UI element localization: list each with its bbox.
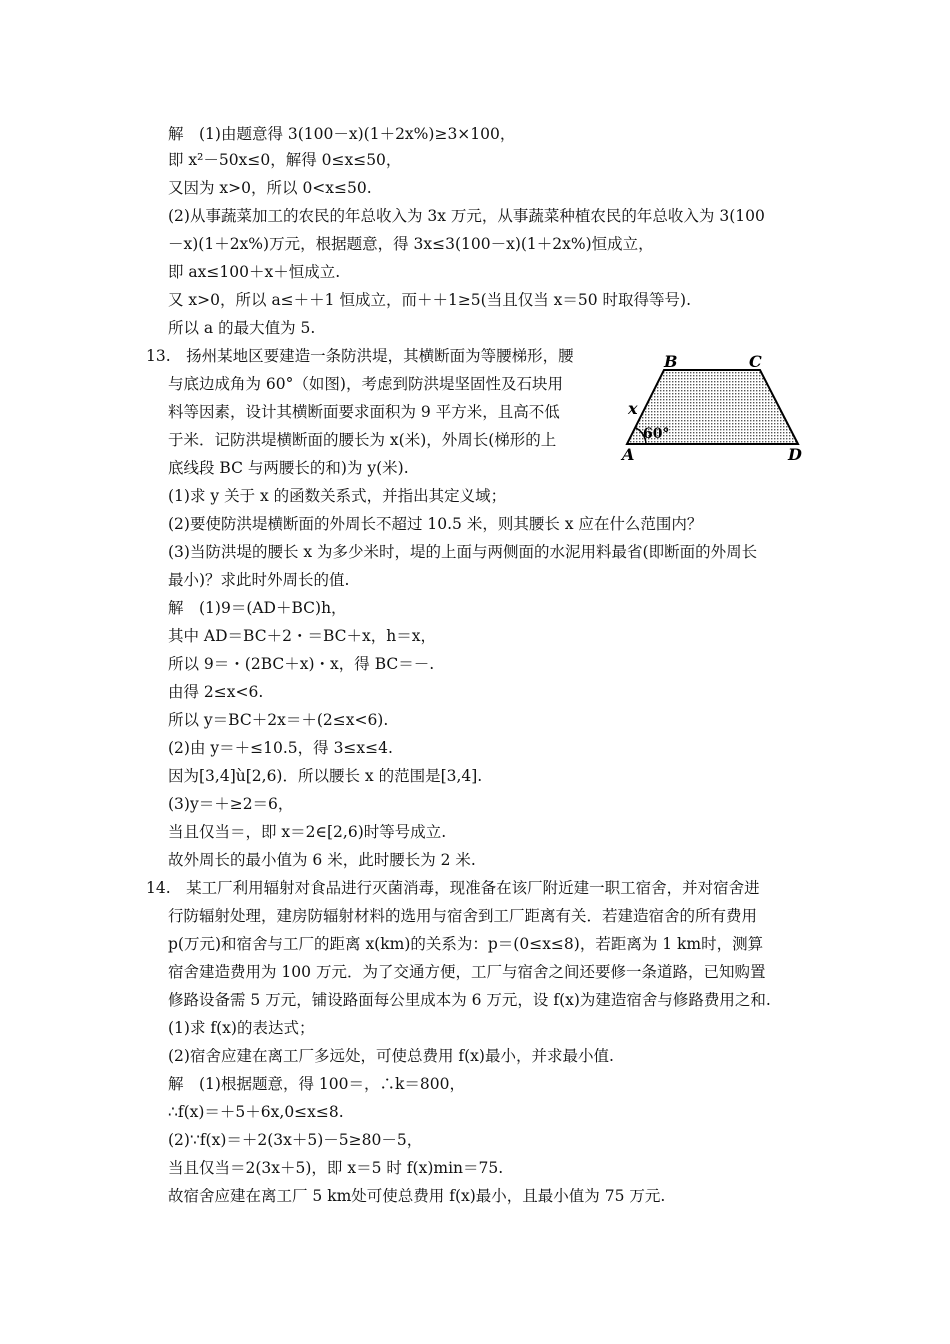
- text-line: 由得 2≤x<6.: [168, 683, 264, 701]
- text-line: 又 x>0，所以 a≤＋＋1 恒成立，而＋＋1≥5(当且仅当 x＝50 时取得等号).: [168, 291, 692, 309]
- text-line: 即 ax≤100＋x＋恒成立.: [168, 263, 341, 281]
- text-line: 故外周长的最小值为 6 米，此时腰长为 2 米.: [168, 851, 476, 869]
- text-line: 解 (1)根据题意，得 100＝，∴k＝800，: [168, 1075, 465, 1093]
- text-line: (2)从事蔬菜加工的农民的年总收入为 3x 万元，从事蔬菜种植农民的年总收入为 3(100: [168, 207, 765, 225]
- text-line: (1)求 f(x)的表达式；: [168, 1019, 315, 1037]
- text-line: 解 (1)由题意得 3(100－x)(1＋2x%)≥3×100，: [168, 125, 516, 143]
- label-b: B: [664, 354, 678, 371]
- text-line: (2)要使防洪堤横断面的外周长不超过 10.5 米，则其腰长 x 应在什么范围内？: [168, 515, 703, 533]
- text-line: 于米．记防洪堤横断面的腰长为 x(米)，外周长(梯形的上: [168, 431, 557, 449]
- text-line: 其中 AD＝BC＋2・＝BC＋x，h＝x，: [168, 627, 436, 645]
- text-line: p(万元)和宿舍与工厂的距离 x(km)的关系为：p＝(0≤x≤8)，若距离为 1 km时，测算: [168, 935, 764, 953]
- angle-label: 60°: [643, 426, 670, 442]
- label-x: x: [628, 399, 638, 418]
- text-line: 当且仅当＝，即 x＝2∈[2,6)时等号成立.: [168, 823, 447, 841]
- trapezoid-figure: [618, 354, 808, 464]
- text-line: 行防辐射处理，建房防辐射材料的选用与宿舍到工厂距离有关．若建造宿舍的所有费用: [168, 907, 758, 925]
- text-line: ∴f(x)＝＋5＋6x,0≤x≤8.: [168, 1103, 344, 1121]
- text-line: 最小)？求此时外周长的值.: [168, 571, 350, 589]
- label-c: C: [749, 354, 762, 371]
- text-line: 料等因素，设计其横断面要求面积为 9 平方米，且高不低: [168, 403, 560, 421]
- text-line: 故宿舍应建在离工厂 5 km处可使总费用 f(x)最小，且最小值为 75 万元.: [168, 1187, 666, 1205]
- text-line: 又因为 x>0，所以 0<x≤50.: [168, 179, 372, 197]
- label-a: A: [622, 445, 635, 464]
- text-line: 修路设备需 5 万元，铺设路面每公里成本为 6 万元，设 f(x)为建造宿舍与修路费用之和.: [168, 991, 771, 1009]
- label-d: D: [788, 445, 802, 464]
- text-line: 当且仅当＝2(3x＋5)，即 x＝5 时 f(x)min＝75.: [168, 1159, 504, 1177]
- text-line: (3)当防洪堤的腰长 x 为多少米时，堤的上面与两侧面的水泥用料最省(即断面的外周长: [168, 543, 758, 561]
- text-line: 解 (1)9＝(AD＋BC)h，: [168, 599, 347, 617]
- problem-13-line: 13. 扬州某地区要建造一条防洪堤，其横断面为等腰梯形，腰: [146, 347, 574, 365]
- text-line: 即 x²－50x≤0，解得 0≤x≤50，: [168, 151, 402, 169]
- text-line: －x)(1＋2x%)万元，根据题意，得 3x≤3(100－x)(1＋2x%)恒成立，: [168, 235, 654, 253]
- text-line: (3)y＝＋≥2＝6，: [168, 795, 294, 813]
- text-line: 所以 a 的最大值为 5.: [168, 319, 316, 337]
- text-line: 宿舍建造费用为 100 万元．为了交通方便，工厂与宿舍之间还要修一条道路，已知购置: [168, 963, 766, 981]
- text-line: 因为[3,4]ù[2,6)．所以腰长 x 的范围是[3,4].: [168, 767, 483, 785]
- problem-14-line: 14. 某工厂利用辐射对食品进行灭菌消毒，现准备在该厂附近建一职工宿舍，并对宿舍进: [146, 879, 760, 897]
- text-line: (2)宿舍应建在离工厂多远处，可使总费用 f(x)最小，并求最小值.: [168, 1047, 614, 1065]
- text-line: (2)由 y＝＋≤10.5，得 3≤x≤4.: [168, 739, 393, 757]
- text-line: 与底边成角为 60°（如图)，考虑到防洪堤坚固性及石块用: [168, 375, 563, 393]
- text-line: (2)∵f(x)＝＋2(3x＋5)－5≥80－5，: [168, 1131, 423, 1149]
- text-line: 底线段 BC 与两腰长的和)为 y(米).: [168, 459, 409, 477]
- text-line: (1)求 y 关于 x 的函数关系式，并指出其定义域；: [168, 487, 507, 505]
- text-line: 所以 y＝BC＋2x＝＋(2≤x<6).: [168, 711, 389, 729]
- text-line: 所以 9＝・(2BC＋x)・x，得 BC＝－.: [168, 655, 435, 673]
